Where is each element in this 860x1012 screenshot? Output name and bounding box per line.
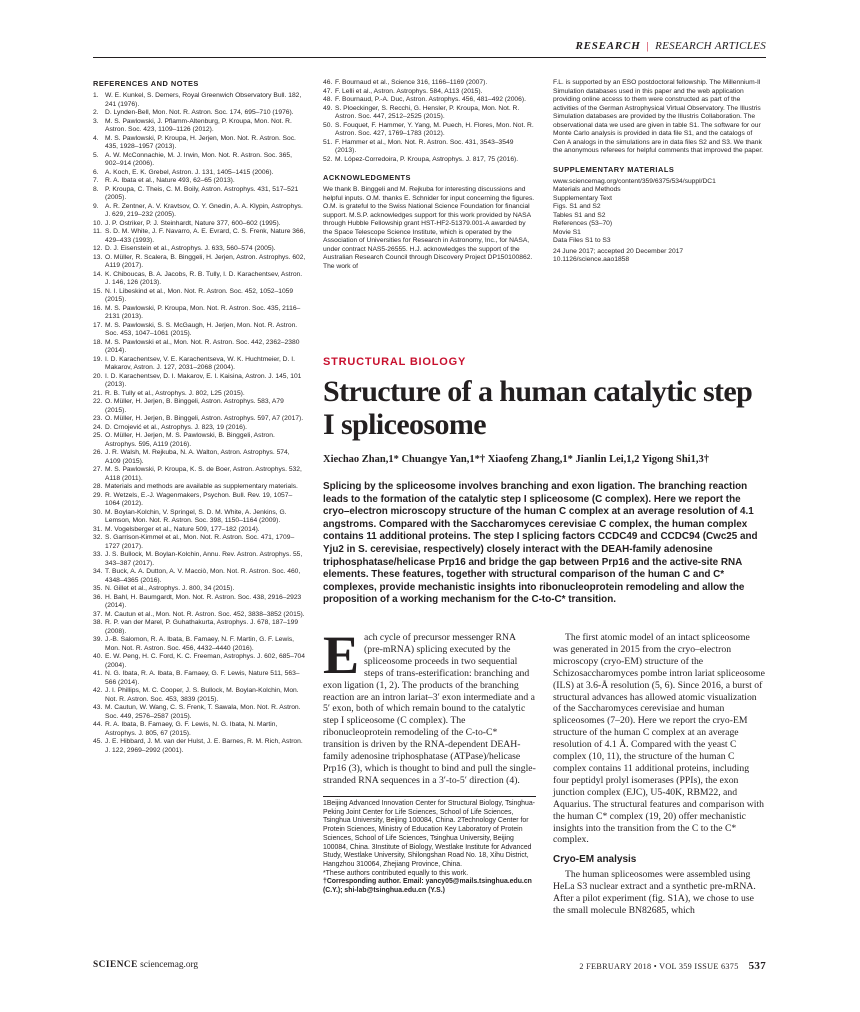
header-section: RESEARCH xyxy=(575,40,641,52)
reference-text: M. S. Pawlowski, J. Pflamm-Altenburg, P. Kroupa, Mon. Not. R. Astron. Soc. 423, 1109–1126 (2012). xyxy=(105,117,292,133)
reference-number: 22. xyxy=(93,398,103,405)
reference-number: 17. xyxy=(93,321,103,329)
reference-text: I. D. Karachentsev, D. I. Makarov, E. I. Kaisina, Astron. J. 145, 101 (2013). xyxy=(105,372,302,388)
reference-number: 14. xyxy=(93,270,103,278)
acknowledgments-text: We thank B. Binggeli and M. Rejkuba for interesting discussions and helpful inputs. O.M. thanks E. Schnider for input concerning the figures. O.M. is grateful to the Swiss National Science Foundation for financial support. M.S.P. acknowledges support for this work provided by NASA through Hubble Fellowship grant HST-HF2-51379.001-A awarded by the Space Telescope Science Institute, which is operated by the Association of Universities for Research in Astronomy, Inc., for NASA, under contract NAS5-26555. H.J. acknowledges the support of the Australian Research Council through Discovery Project DP150100862. The work of xyxy=(323,186,535,270)
header-separator: | xyxy=(646,40,650,52)
reference-item xyxy=(93,526,306,535)
reference-number: 21. xyxy=(93,389,103,397)
reference-number: 42. xyxy=(93,687,103,694)
reference-number: 16. xyxy=(93,304,103,312)
supplementary-item: Tables S1 and S2 xyxy=(553,211,606,219)
reference-text: M. S. Pawlowski, S. S. McGaugh, H. Jerjen, Mon. Not. R. Astron. Soc. 453, 1047–1061 (2015). xyxy=(105,321,298,337)
reference-text: A. W. McConnachie, M. J. Irwin, Mon. Not. R. Astron. Soc. 365, 902–914 (2006). xyxy=(105,151,292,167)
header-rule xyxy=(93,57,766,58)
author-list: Xiechao Zhan,1* Chuangye Yan,1*† Xiaofeng Zhang,1* Jianlin Lei,1,2 Yigong Shi1,3† xyxy=(323,454,709,465)
reference-number: 33. xyxy=(93,551,103,558)
reference-item xyxy=(93,305,306,322)
reference-number: 2. xyxy=(93,109,99,116)
body-text-col2: ach cycle of precursor messenger RNA (pre-mRNA) splicing executed by the spliceosome proceeds in two sequential steps of trans-esterification: branching and exon ligation (1, 2). The products of the branching reaction are an intron lariat–3′ exon intermediate and a 5′ exon, both of which remain bound to the catalytic step I spliceosome (C complex). The ribonucleoprotein remodeling of the C-to-C* transition is driven by the RNA-dependent DEAH-family adenosine triphosphatase (ATPase)/helicase Prp16 (3), which is thought to bind and pull the single-stranded RNA sequences in a 3′-to-5′ direction (4). xyxy=(323,632,536,786)
reference-item xyxy=(93,432,306,449)
reference-text: N. I. Libeskind et al., Mon. Not. R. Astron. Soc. 452, 1052–1059 (2015). xyxy=(105,287,294,303)
reference-item xyxy=(93,203,306,220)
reference-item xyxy=(93,424,306,433)
reference-text: J. S. Bullock, M. Boylan-Kolchin, Annu. Rev. Astron. Astrophys. 55, 343–387 (2017). xyxy=(105,551,303,567)
reference-text: O. Müller, H. Jerjen, M. S. Pawlowski, B. Binggeli, Astron. Astrophys. 595, A119 (2016). xyxy=(105,432,275,448)
reference-text: O. Müller, R. Scalera, B. Binggeli, H. Jerjen, Astron. Astrophys. 602, A119 (2017). xyxy=(105,253,306,269)
header-subsection: RESEARCH ARTICLES xyxy=(655,40,766,52)
reference-number: 5. xyxy=(93,151,99,159)
reference-item xyxy=(323,156,536,165)
reference-item xyxy=(93,135,306,152)
reference-text: M. Vogelsberger et al., Nature 509, 177–182 (2014). xyxy=(105,525,260,533)
reference-text: N. G. Ibata, R. A. Ibata, B. Famaey, G. F. Lewis, Nature 511, 563–566 (2014). xyxy=(105,670,300,686)
reference-number: 29. xyxy=(93,491,103,499)
reference-item xyxy=(93,483,306,492)
reference-text: Materials and methods are available as supplementary materials. xyxy=(105,483,298,490)
reference-text: S. D. M. White, J. F. Navarro, A. E. Evrard, C. S. Frenk, Nature 366, 429–433 (1993). xyxy=(105,228,306,244)
reference-text: S. Garrison-Kimmel et al., Mon. Not. R. Astron. Soc. 471, 1709–1727 (2017). xyxy=(105,534,295,550)
reference-number: 50. xyxy=(323,121,333,129)
reference-item xyxy=(93,594,306,611)
reference-number: 49. xyxy=(323,104,333,112)
reference-item xyxy=(93,619,306,636)
reference-item xyxy=(323,79,536,88)
reference-item xyxy=(93,534,306,551)
reference-number: 8. xyxy=(93,185,99,193)
reference-text: D. J. Eisenstein et al., Astrophys. J. 633, 560–574 (2005). xyxy=(105,245,276,252)
reference-number: 25. xyxy=(93,432,103,439)
reference-text: R. A. Ibata, B. Famaey, G. F. Lewis, N. G. Ibata, N. Martin, Astrophys. J. 805, 67 (2015). xyxy=(105,721,278,737)
reference-item xyxy=(93,670,306,687)
reference-item xyxy=(93,109,306,118)
reference-text: I. D. Karachentsev, V. E. Karachentseva, W. K. Huchtmeier, D. I. Makarov, Astron. J. 127, 2031–2068 (2004). xyxy=(105,355,295,371)
reference-number: 11. xyxy=(93,228,102,235)
reference-item xyxy=(93,611,306,620)
references-heading: REFERENCES AND NOTES xyxy=(93,79,199,88)
acknowledgments-continued: F.L. is supported by an ESO postdoctoral fellowship. The Millennium-II Simulation databases used in this paper and the web application providing online access to them were constructed as part of the activities of the German Astrophysical Virtual Observatory. The Illustris Simulation databases are provided by the Illustris Collaboration. The observational data we used are given in table S1. The software for our Monte Carlo analysis is provided in data file S1, and the catalogs of Cen A analogs in the simulations are in data files S2 and S3. We thank the anonymous referees for helpful comments that improved the paper. xyxy=(553,79,764,154)
reference-number: 41. xyxy=(93,670,103,677)
supplementary-item: Data Files S1 to S3 xyxy=(553,237,611,244)
supplementary-item: Movie S1 xyxy=(553,228,581,236)
reference-item xyxy=(93,177,306,186)
reference-item xyxy=(93,118,306,135)
acknowledgments-heading: ACKNOWLEDGMENTS xyxy=(323,173,411,182)
reference-text: M. Cautun, W. Wang, C. S. Frenk, T. Sawala, Mon. Not. R. Astron. Soc. 449, 2576–2587 (2015). xyxy=(105,704,301,720)
reference-item xyxy=(93,449,306,466)
supplementary-item: Figs. S1 and S2 xyxy=(553,203,601,210)
date-line: 24 June 2017; accepted 20 December 2017 xyxy=(553,247,684,255)
reference-number: 30. xyxy=(93,508,103,516)
reference-number: 37. xyxy=(93,610,103,618)
reference-text: J. E. Hibbard, J. M. van der Hulst, J. E. Barnes, R. M. Rich, Astron. J. 122, 2969–2992 (2001). xyxy=(105,738,303,754)
reference-text: W. E. Kunkel, S. Demers, Royal Greenwich Observatory Bull. 182, 241 (1976). xyxy=(105,92,302,108)
running-header xyxy=(0,40,766,52)
footer-journal-name: SCIENCE xyxy=(93,960,138,970)
equal-contribution-note: *These authors contributed equally to this work. xyxy=(323,869,469,877)
reference-text: T. Buck, A. A. Dutton, A. V. Macciò, Mon. Not. R. Astron. Soc. 460, 4348–4365 (2016). xyxy=(105,568,301,584)
reference-text: E. W. Peng, H. C. Ford, K. C. Freeman, Astrophys. J. 602, 685–704 (2004). xyxy=(105,653,305,669)
reference-text: J. P. Ostriker, P. J. Steinhardt, Nature 377, 600–602 (1995). xyxy=(105,219,281,227)
reference-item xyxy=(93,653,306,670)
reference-text: D. Lynden-Bell, Mon. Not. R. Astron. Soc. 174, 695–710 (1976). xyxy=(105,109,294,116)
reference-item xyxy=(93,228,306,245)
reference-number: 47. xyxy=(323,87,333,95)
reference-item xyxy=(93,220,306,229)
body-column-2 xyxy=(323,625,536,787)
reference-item xyxy=(93,466,306,483)
reference-number: 10. xyxy=(93,219,103,227)
footer-issue: 2 FEBRUARY 2018 • VOL 359 ISSUE 6375 xyxy=(579,962,739,971)
supplementary-item: References (53–70) xyxy=(553,220,613,227)
reference-number: 48. xyxy=(323,96,333,103)
reference-text: F. Bournaud et al., Science 316, 1166–1169 (2007). xyxy=(335,79,488,86)
reference-number: 34. xyxy=(93,568,103,575)
corresponding-author-note: †Corresponding author. Email: yancy05@mails.tsinghua.edu.cn (C.Y.); shi-lab@tsinghua.edu.cn (Y.S.) xyxy=(323,878,532,895)
reference-number: 32. xyxy=(93,534,103,541)
reference-text: M. Boylan-Kolchin, V. Springel, S. D. M. White, A. Jenkins, G. Lemson, Mon. Not. R. Astron. Soc. 398, 1150–1164 (2009). xyxy=(105,508,287,524)
reference-text: J. R. Walsh, M. Rejkuba, N. A. Walton, Astron. Astrophys. 574, A109 (2015). xyxy=(105,449,290,465)
reference-number: 40. xyxy=(93,653,103,660)
supplementary-item: www.sciencemag.org/content/359/6375/534/suppl/DC1 xyxy=(553,177,716,185)
reference-item xyxy=(93,704,306,721)
reference-number: 31. xyxy=(93,525,103,533)
reference-item xyxy=(93,509,306,526)
supplementary-item: Supplementary Text xyxy=(553,194,612,202)
reference-item xyxy=(323,105,536,122)
reference-number: 18. xyxy=(93,338,103,346)
affiliations-text: 1Beijing Advanced Innovation Center for Structural Biology, Tsinghua-Peking Joint Center for Life Sciences, School of Life Sciences, Tsinghua University, Beijing 100084, China. 2Technology Center for Protein Sciences, Ministry of Education Key Laboratory of Protein Sciences, School of Life Sciences, Tsinghua University, Beijing 100084, China. 3Institute of Biology, Westlake Institute for Advanced Study, Westlake University, Shilongshan Road No. 18, Xihu District, Hangzhou 310064, Zhejiang Province, China. xyxy=(323,800,535,868)
reference-item xyxy=(323,88,536,97)
reference-text: M. S. Pawlowski et al., Mon. Not. R. Astron. Soc. 442, 2362–2380 (2014). xyxy=(105,338,300,354)
reference-item xyxy=(93,687,306,704)
reference-number: 7. xyxy=(93,177,99,184)
page-number: 537 xyxy=(748,960,766,972)
reference-text: F. Lelli et al., Astron. Astrophys. 584, A113 (2015). xyxy=(335,87,483,95)
reference-item xyxy=(93,585,306,594)
reference-number: 19. xyxy=(93,355,103,363)
reference-text: O. Müller, H. Jerjen, B. Binggeli, Astron. Astrophys. 597, A7 (2017). xyxy=(105,415,304,422)
reference-number: 26. xyxy=(93,449,103,456)
reference-item xyxy=(93,373,306,390)
reference-item xyxy=(93,390,306,399)
reference-text: F. Hammer et al., Mon. Not. R. Astron. Soc. 431, 3543–3549 (2013). xyxy=(335,138,514,154)
reference-number: 1. xyxy=(93,92,99,99)
reference-number: 35. xyxy=(93,585,103,592)
references-column-2 xyxy=(323,79,536,271)
reference-number: 44. xyxy=(93,721,103,728)
reference-text: M. S. Pawlowski, P. Kroupa, H. Jerjen, Mon. Not. R. Astron. Soc. 435, 1928–1957 (2013). xyxy=(105,134,296,150)
reference-number: 9. xyxy=(93,202,99,210)
section-subhead: Cryo-EM analysis xyxy=(553,854,637,866)
reference-number: 20. xyxy=(93,372,103,380)
body-column-3 xyxy=(553,632,766,917)
body-text-col3: The first atomic model of an intact spliceosome was generated in 2015 from the cryo–electron microscopy (cryo-EM) structure of the Schizosaccharomyces pombe intron lariat spliceosome (ILS) at 3.6-Å resolution (5, 6). Since 2016, a burst of structural advances has allowed atomic visualization of the Saccharomyces cerevisiae and human spliceosomes (7–20). Here we report the cryo-EM structure of the human C complex at an average resolution of 4.1 Å. Compared with the yeast C complex (10, 11), the structure of the human C complex contains 11 additional proteins, including four peptidyl prolyl isomerases (PPIs), the exon junction complex (EJC), U5-40K, RBM22, and Aquarius. The structural features and comparison with the human C* complex (19, 20) offer mechanistic insights into the transition from the C to the C* complex. xyxy=(553,632,765,846)
reference-item xyxy=(93,254,306,271)
reference-item xyxy=(93,398,306,415)
reference-item xyxy=(93,636,306,653)
reference-text: F. Bournaud, P.-A. Duc, Astron. Astrophys. 456, 481–492 (2006). xyxy=(335,96,526,103)
reference-number: 3. xyxy=(93,117,99,125)
reference-number: 36. xyxy=(93,593,103,601)
reference-number: 45. xyxy=(93,738,103,745)
reference-text: M. S. Pawlowski, P. Kroupa, K. S. de Boer, Astron. Astrophys. 532, A118 (2011). xyxy=(105,466,302,482)
affiliations-footnote xyxy=(323,796,536,896)
reference-text: M. Cautun et al., Mon. Not. R. Astron. Soc. 452, 3838–3852 (2015). xyxy=(105,610,305,618)
reference-number: 6. xyxy=(93,168,99,176)
reference-item xyxy=(93,339,306,356)
reference-item xyxy=(93,721,306,738)
reference-number: 27. xyxy=(93,466,103,473)
body-text-col3-continued: The human spliceosomes were assembled using HeLa S3 nuclear extract and a synthetic pre-mRNA. After a pilot experiment (fig. S1A), we chose to use the small molecule BN82685, which xyxy=(553,869,756,916)
reference-text: K. Chiboucas, B. A. Jacobs, R. B. Tully, I. D. Karachentsev, Astron. J. 146, 126 (2013). xyxy=(105,270,303,286)
article-title: Structure of a human catalytic step I spliceosome xyxy=(323,375,753,441)
reference-number: 43. xyxy=(93,704,103,711)
reference-item xyxy=(93,356,306,373)
reference-text: A. Koch, E. K. Grebel, Astron. J. 131, 1405–1415 (2006). xyxy=(105,168,274,176)
supplementary-heading: SUPPLEMENTARY MATERIALS xyxy=(553,164,675,174)
reference-item xyxy=(93,492,306,509)
reference-item xyxy=(93,92,306,109)
reference-item xyxy=(323,96,536,105)
reference-text: A. R. Zentner, A. V. Kravtsov, O. Y. Gnedin, A. A. Klypin, Astrophys. J. 629, 219–232 (2005). xyxy=(105,202,303,218)
reference-item xyxy=(93,738,306,755)
reference-item xyxy=(93,271,306,288)
reference-text: O. Müller, H. Jerjen, B. Binggeli, Astron. Astrophys. 583, A79 (2015). xyxy=(105,398,284,414)
reference-text: D. Crnojević et al., Astrophys. J. 823, 19 (2016). xyxy=(105,423,247,431)
drop-cap: E xyxy=(323,625,360,685)
reference-text: R. Wetzels, E.-J. Wagenmakers, Psychon. Bull. Rev. 19, 1057–1064 (2012). xyxy=(105,491,293,507)
reference-item xyxy=(93,322,306,339)
reference-number: 24. xyxy=(93,423,103,431)
supplementary-item: Materials and Methods xyxy=(553,186,621,193)
reference-text: R. P. van der Marel, P. Guhathakurta, Astrophys. J. 678, 187–199 (2008). xyxy=(105,619,299,635)
reference-text: J.-B. Salomon, R. A. Ibata, B. Famaey, N. F. Martin, G. F. Lewis, Mon. Not. R. Astron. Soc. 456, 4432–4440 (2016). xyxy=(105,636,295,652)
references-list-2 xyxy=(323,79,536,164)
reference-number: 4. xyxy=(93,134,99,142)
reference-number: 46. xyxy=(323,79,333,86)
article-abstract: Splicing by the spliceosome involves branching and exon ligation. The branching reaction leads to the formation of the catalytic step I spliceosome (C complex). Here we report the cryo–electron microscopy structure of the human C complex at an average resolution of 4.1 angstroms. Compared with the Saccharomyces cerevisiae C complex, the human complex contains 11 additional proteins. The step I splicing factors CCDC49 and CCDC94 (Cwc25 and Yju2 in S. cerevisiae, respectively) closely interact with the DEAH-family adenosine triphosphatase/helicase Prp16 and bridge the gap between Prp16 and the active-site RNA elements. These features, together with structural comparison of the human C and C* complexes, provide mechanistic insights into ribonucleoprotein remodeling and allow the proposition of a working mechanism for the C-to-C* transition. xyxy=(323,481,758,606)
reference-number: 52. xyxy=(323,155,333,163)
reference-text: R. B. Tully et al., Astrophys. J. 802, L25 (2015). xyxy=(105,389,245,397)
reference-text: N. Gillet et al., Astrophys. J. 800, 34 (2015). xyxy=(105,585,235,592)
article-kicker: STRUCTURAL BIOLOGY xyxy=(323,356,467,368)
reference-text: H. Bahl, H. Baumgardt, Mon. Not. R. Astron. Soc. 438, 2916–2923 (2014). xyxy=(105,593,302,609)
reference-number: 38. xyxy=(93,619,103,626)
references-list-1 xyxy=(93,92,306,755)
reference-number: 28. xyxy=(93,483,103,490)
footer-site: sciencemag.org xyxy=(140,960,199,970)
reference-number: 15. xyxy=(93,287,103,295)
date-line: 10.1126/science.aao1858 xyxy=(553,256,630,263)
reference-item xyxy=(323,139,536,156)
acknowledgments-column xyxy=(553,79,766,265)
reference-number: 13. xyxy=(93,253,103,261)
supplementary-list xyxy=(553,178,766,246)
reference-item xyxy=(93,415,306,424)
reference-item xyxy=(323,122,536,139)
reference-number: 23. xyxy=(93,415,103,422)
reference-item xyxy=(93,288,306,305)
reference-number: 12. xyxy=(93,245,103,252)
footer-issue-block xyxy=(0,960,766,972)
reference-text: S. Fouquet, F. Hammer, Y. Yang, M. Puech, H. Flores, Mon. Not. R. Astron. Soc. 427, 1769–1783 (2012). xyxy=(335,121,534,137)
reference-item xyxy=(93,186,306,203)
reference-text: J. I. Phillips, M. C. Cooper, J. S. Bullock, M. Boylan-Kolchin, Mon. Not. R. Astron. Soc. 453, 3839 (2015). xyxy=(105,687,299,703)
reference-number: 51. xyxy=(323,138,333,146)
reference-item xyxy=(93,152,306,169)
reference-item xyxy=(93,568,306,585)
reference-text: S. Ploeckinger, S. Recchi, G. Hensler, P. Kroupa, Mon. Not. R. Astron. Soc. 447, 2512–2525 (2015). xyxy=(335,104,520,120)
reference-text: M. López-Corredoira, P. Kroupa, Astrophys. J. 817, 75 (2016). xyxy=(335,155,519,163)
dates-block xyxy=(553,248,766,265)
reference-item xyxy=(93,551,306,568)
reference-number: 39. xyxy=(93,636,103,643)
reference-text: P. Kroupa, C. Theis, C. M. Boily, Astron. Astrophys. 431, 517–521 (2005). xyxy=(105,185,299,201)
reference-text: R. A. Ibata et al., Nature 493, 62–65 (2013). xyxy=(105,177,235,184)
reference-item xyxy=(93,169,306,178)
reference-text: M. S. Pawlowski, P. Kroupa, Mon. Not. R. Astron. Soc. 435, 2116–2131 (2013). xyxy=(105,304,301,320)
references-column-1 xyxy=(93,79,306,755)
reference-item xyxy=(93,245,306,254)
